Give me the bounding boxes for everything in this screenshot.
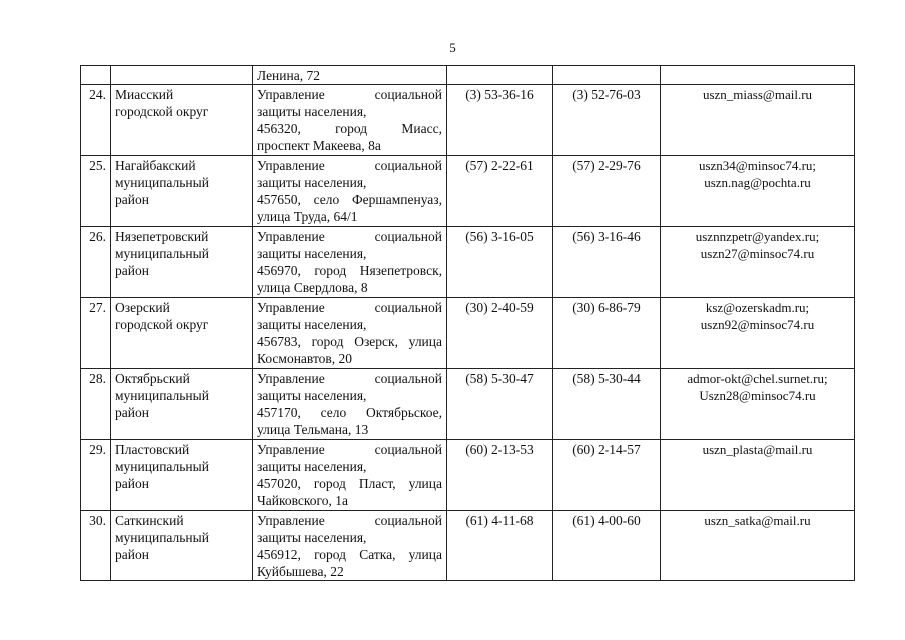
- address-line: защиты населения,: [257, 530, 367, 545]
- address-line: 457020, город Пласт, улица: [257, 476, 442, 491]
- email-cell: [661, 156, 855, 227]
- address-cell: [253, 440, 447, 511]
- address-line: защиты населения,: [257, 104, 367, 119]
- email-address: uszn_satka@mail.ru: [704, 513, 811, 528]
- phone-cell: [447, 440, 553, 511]
- region-name-line: район: [115, 547, 149, 562]
- email-cell: [661, 369, 855, 440]
- row-number-cell: [81, 156, 111, 227]
- row-number-cell: [81, 440, 111, 511]
- email-cell: [661, 66, 855, 85]
- table-row: [81, 369, 855, 440]
- region-cell: [111, 85, 253, 156]
- region-name-line: Саткинский: [115, 513, 184, 528]
- fax-cell: [553, 511, 661, 581]
- fax-number: (58) 5-30-44: [572, 371, 641, 386]
- region-cell: [111, 440, 253, 511]
- address-line: 457170, село Октябрьское,: [257, 405, 442, 420]
- address-cell: [253, 511, 447, 581]
- row-number: 27.: [89, 300, 106, 315]
- address-line: 457650, село Фершампенуаз,: [257, 192, 442, 207]
- region-cell: [111, 369, 253, 440]
- email-address: admor-okt@chel.surnet.ru;: [687, 371, 828, 386]
- row-number-cell: [81, 298, 111, 369]
- region-name-line: Миасский: [115, 87, 174, 102]
- address-line: защиты населения,: [257, 459, 367, 474]
- email-address: uszn92@minsoc74.ru: [700, 317, 815, 332]
- phone-number: (61) 4-11-68: [465, 513, 534, 528]
- table-row: [81, 440, 855, 511]
- fax-number: (57) 2-29-76: [572, 158, 641, 173]
- fax-cell: [553, 227, 661, 298]
- region-name-line: Озерский: [115, 300, 170, 315]
- address-line: улица Свердлова, 8: [257, 280, 368, 295]
- email-address: ksz@ozerskadm.ru;: [705, 300, 810, 315]
- phone-number: (60) 2-13-53: [465, 442, 534, 457]
- fax-cell: [553, 156, 661, 227]
- phone-cell: [447, 156, 553, 227]
- email-address: uszn_miass@mail.ru: [702, 87, 813, 102]
- address-line: Куйбышева, 22: [257, 564, 344, 579]
- row-number-cell: [81, 66, 111, 85]
- address-line: защиты населения,: [257, 317, 367, 332]
- address-cell: [253, 227, 447, 298]
- phone-number: (58) 5-30-47: [465, 371, 534, 386]
- address-line: проспект Макеева, 8а: [257, 138, 381, 153]
- region-name-line: Нязепетровский: [115, 229, 209, 244]
- phone-cell: [447, 511, 553, 581]
- row-number: 28.: [89, 371, 106, 386]
- email-address: uszn.nag@pochta.ru: [704, 175, 811, 190]
- region-cell: [111, 298, 253, 369]
- email-cell: [661, 511, 855, 581]
- phone-cell: [447, 66, 553, 85]
- fax-number: (3) 52-76-03: [572, 87, 641, 102]
- region-name-line: район: [115, 476, 149, 491]
- region-cell: [111, 66, 253, 85]
- address-line: защиты населения,: [257, 246, 367, 261]
- address-line: Управление социальной: [257, 87, 442, 102]
- address-line: Управление социальной: [257, 300, 442, 315]
- phone-cell: [447, 85, 553, 156]
- address-cell: [253, 298, 447, 369]
- address-cell: [253, 369, 447, 440]
- region-name-line: муниципальный: [115, 530, 209, 545]
- table-row: [81, 227, 855, 298]
- region-name-line: муниципальный: [115, 388, 209, 403]
- fax-cell: [553, 440, 661, 511]
- address-line: Ленина, 72: [257, 68, 320, 83]
- row-number-cell: [81, 227, 111, 298]
- fax-cell: [553, 369, 661, 440]
- phone-cell: [447, 298, 553, 369]
- region-name-line: район: [115, 192, 149, 207]
- address-line: Управление социальной: [257, 513, 442, 528]
- phone-number: (3) 53-36-16: [465, 87, 534, 102]
- email-address: uszn34@minsoc74.ru;: [698, 158, 817, 173]
- table-row: [81, 85, 855, 156]
- table-row: [81, 511, 855, 581]
- page-number: 5: [449, 40, 456, 55]
- phone-number: (30) 2-40-59: [465, 300, 534, 315]
- fax-cell: [553, 66, 661, 85]
- email-address: uszn27@minsoc74.ru: [700, 246, 815, 261]
- fax-cell: [553, 298, 661, 369]
- continuation-row: [81, 66, 855, 85]
- address-line: Управление социальной: [257, 442, 442, 457]
- address-line: 456970, город Нязепетровск,: [257, 263, 442, 278]
- region-name-line: район: [115, 263, 149, 278]
- row-number: 25.: [89, 158, 106, 173]
- fax-number: (56) 3-16-46: [572, 229, 641, 244]
- region-name-line: городской округ: [115, 104, 209, 119]
- address-line: защиты населения,: [257, 175, 367, 190]
- email-cell: [661, 440, 855, 511]
- row-number: 26.: [89, 229, 106, 244]
- address-line: Космонавтов, 20: [257, 351, 353, 366]
- region-cell: [111, 511, 253, 581]
- address-line: Чайковского, 1а: [257, 493, 348, 508]
- address-line: 456912, город Сатка, улица: [257, 547, 442, 562]
- email-cell: [661, 298, 855, 369]
- fax-number: (30) 6-86-79: [572, 300, 641, 315]
- phone-cell: [447, 227, 553, 298]
- email-cell: [661, 227, 855, 298]
- email-address: usznnzpetr@yandex.ru;: [695, 229, 820, 244]
- region-name-line: муниципальный: [115, 459, 209, 474]
- address-line: 456320, город Миасс,: [257, 121, 442, 136]
- region-name-line: район: [115, 405, 149, 420]
- row-number: 24.: [89, 87, 106, 102]
- address-cell: [253, 156, 447, 227]
- row-number-cell: [81, 369, 111, 440]
- region-name-line: городской округ: [115, 317, 209, 332]
- table-row: [81, 156, 855, 227]
- table-row: [81, 298, 855, 369]
- region-name-line: муниципальный: [115, 175, 209, 190]
- fax-number: (60) 2-14-57: [572, 442, 641, 457]
- address-line: улица Тельмана, 13: [257, 422, 369, 437]
- address-line: защиты населения,: [257, 388, 367, 403]
- email-address: Uszn28@minsoc74.ru: [699, 388, 816, 403]
- region-cell: [111, 156, 253, 227]
- address-line: Управление социальной: [257, 371, 442, 386]
- region-name-line: Октябрьский: [115, 371, 190, 386]
- phone-number: (57) 2-22-61: [465, 158, 534, 173]
- address-cell: [253, 85, 447, 156]
- phone-cell: [447, 369, 553, 440]
- region-cell: [111, 227, 253, 298]
- address-line: улица Труда, 64/1: [257, 209, 358, 224]
- email-cell: [661, 85, 855, 156]
- row-number-cell: [81, 85, 111, 156]
- region-name-line: Нагайбакский: [115, 158, 196, 173]
- address-line: Управление социальной: [257, 158, 442, 173]
- fax-cell: [553, 85, 661, 156]
- contacts-table: [80, 65, 855, 581]
- address-line: 456783, город Озерск, улица: [257, 334, 442, 349]
- phone-number: (56) 3-16-05: [465, 229, 534, 244]
- region-name-line: Пластовский: [115, 442, 190, 457]
- row-number: 30.: [89, 513, 106, 528]
- region-name-line: муниципальный: [115, 246, 209, 261]
- row-number: 29.: [89, 442, 106, 457]
- address-line: Управление социальной: [257, 229, 442, 244]
- email-address: uszn_plasta@mail.ru: [702, 442, 813, 457]
- fax-number: (61) 4-00-60: [572, 513, 641, 528]
- address-cell: [253, 66, 447, 85]
- row-number-cell: [81, 511, 111, 581]
